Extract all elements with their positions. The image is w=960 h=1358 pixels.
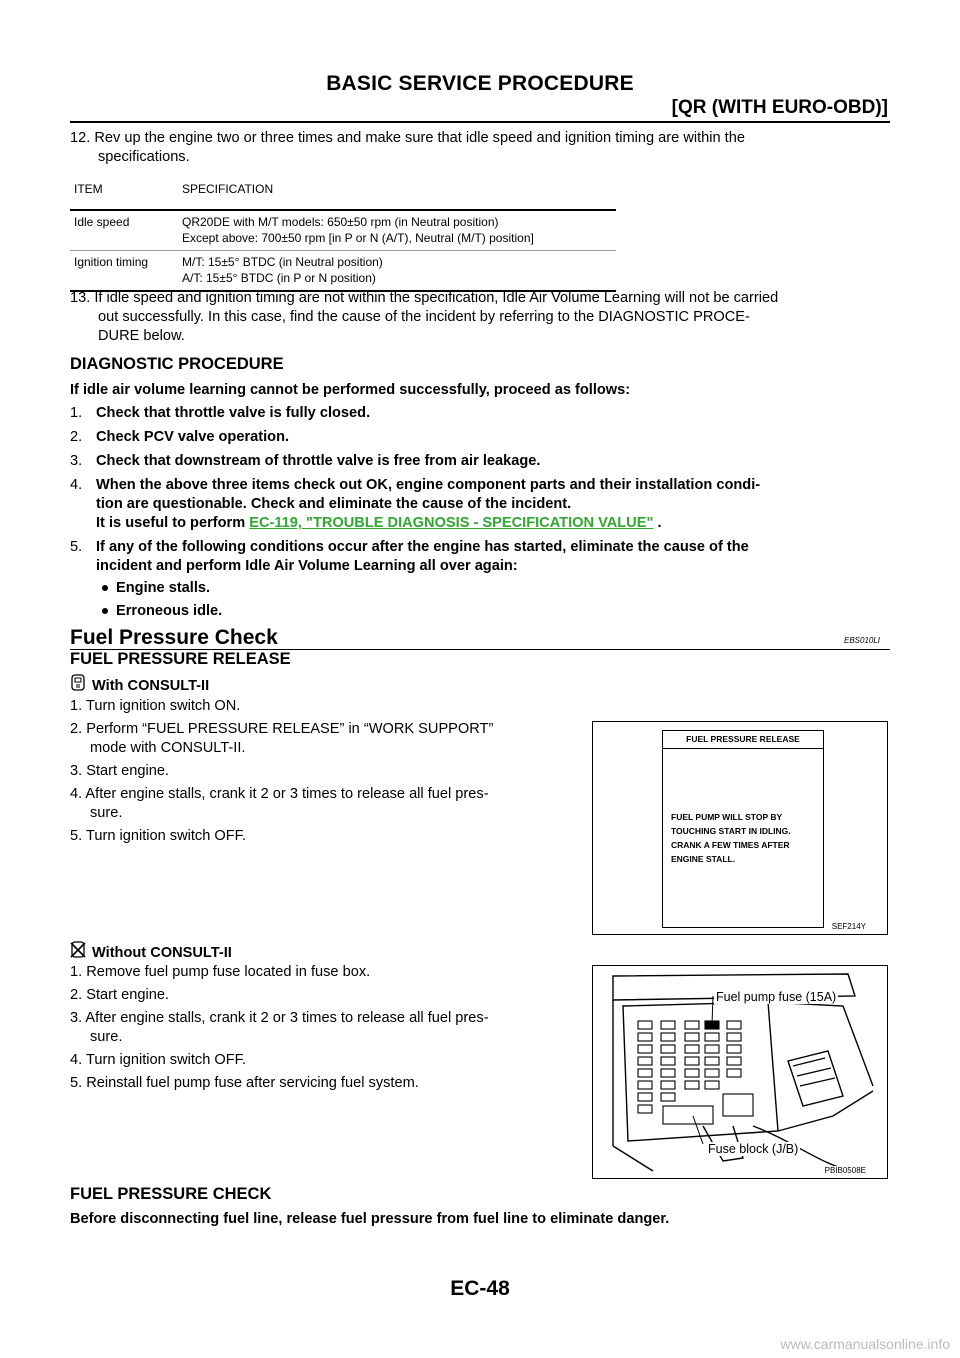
fuse-block-label: Fuse block (J/B) <box>708 1142 799 1156</box>
fuse-block-figure <box>592 965 888 1179</box>
consult-screen <box>662 730 824 928</box>
without-consult-label: Without CONSULT-II <box>70 941 232 965</box>
diagnostic-procedure-heading: DIAGNOSTIC PROCEDURE <box>70 355 284 373</box>
fuel-pressure-check-heading: Fuel Pressure Check <box>70 626 278 649</box>
spec-row-value: Except above: 700±50 rpm [in P or N (A/T), Neutral (M/T) position] <box>182 231 534 245</box>
fuel-pressure-release-heading: FUEL PRESSURE RELEASE <box>70 650 291 668</box>
list-item: 4. Turn ignition switch OFF. <box>70 1052 247 1068</box>
diag-step-3: 3. Check that downstream of throttle valve is free from air leakage. <box>70 453 541 469</box>
step-13-line1: If idle speed and ignition timing are not within the specification, Idle Air Volume Learning will not be carried <box>94 290 779 306</box>
list-item: 2. Perform “FUEL PRESSURE RELEASE” in “WORK SUPPORT” mode with CONSULT-II. <box>70 721 494 756</box>
fuel-pump-fuse-label: Fuel pump fuse (15A) <box>716 990 837 1004</box>
spec-row-value: QR20DE with M/T models: 650±50 rpm (in Neutral position) <box>182 215 499 229</box>
figure-caption: SEF214Y <box>831 922 866 931</box>
list-item: 3. Start engine. <box>70 763 169 779</box>
spec-row-item: Ignition timing <box>70 251 178 292</box>
bullet-dot <box>102 585 108 591</box>
list-item: 3. After engine stalls, crank it 2 or 3 times to release all fuel pres- sure. <box>70 1010 489 1045</box>
spec-value-link[interactable]: EC-119, "TROUBLE DIAGNOSIS - SPECIFICATION VALUE" <box>249 515 654 531</box>
list-item: 5. Turn ignition switch OFF. <box>70 828 247 844</box>
page-header-subtitle: [QR (WITH EURO-OBD)] <box>671 97 888 118</box>
list-item: 4. After engine stalls, crank it 2 or 3 times to release all fuel pres- sure. <box>70 786 489 821</box>
list-item: 1. Remove fuel pump fuse located in fuse box. <box>70 964 371 980</box>
fuel-pressure-warning: Before disconnecting fuel line, release fuel pressure from fuel line to eliminate danger. <box>70 1211 670 1227</box>
header-rule <box>70 121 890 123</box>
diag-step-1: 1. Check that throttle valve is fully closed. <box>70 405 371 421</box>
with-consult-label: With CONSULT-II <box>70 674 209 698</box>
step-13-number: 13. <box>70 290 91 306</box>
diagnostic-intro: If idle air volume learning cannot be performed successfully, proceed as follows: <box>70 382 631 398</box>
watermark: www.carmanualsonline.info <box>780 1336 950 1352</box>
bullet-dot <box>102 608 108 614</box>
consult-screen-message: FUEL PUMP WILL STOP BY TOUCHING START IN IDLING. CRANK A FEW TIMES AFTER ENGINE STALL. <box>671 812 791 864</box>
list-item: 2. Start engine. <box>70 987 169 1003</box>
section-code: EBS010LI <box>844 636 881 645</box>
consult-icon <box>70 674 86 698</box>
figure-caption: PBIB0508E <box>824 1166 866 1175</box>
spec-header-specification: SPECIFICATION <box>178 176 616 210</box>
step-12-line1: Rev up the engine two or three times and make sure that idle speed and ignition timing are within the <box>94 130 745 146</box>
consult-screen-figure <box>592 721 888 935</box>
diag-step-2: 2. Check PCV valve operation. <box>70 429 290 445</box>
spec-row-value: A/T: 15±5° BTDC (in P or N position) <box>182 271 376 285</box>
spec-row-value: M/T: 15±5° BTDC (in Neutral position) <box>182 255 383 269</box>
page-number: EC-48 <box>450 1277 510 1300</box>
bullet-item: Engine stalls. <box>102 579 210 598</box>
diag-step-4: 4. When the above three items check out OK, engine component parts and their installation condi- tion are questionable. Check and eliminate the cause of the incident. It is useful to perform EC-119, "TROUBLE DIAGNOSIS - SPECIFICATION VALUE" . <box>70 477 761 531</box>
step-12 <box>70 129 890 167</box>
spec-table <box>70 176 616 292</box>
without-consult-steps <box>70 963 590 1093</box>
list-item: 1. Turn ignition switch ON. <box>70 698 241 714</box>
step-13-line3: DURE below. <box>98 328 185 344</box>
no-consult-icon <box>70 941 86 965</box>
bullet-item: Erroneous idle. <box>102 602 222 621</box>
diag-step-5: 5. If any of the following conditions occur after the engine has started, eliminate the cause of the incident and perform Idle Air Volume Learning all over again: <box>70 539 749 574</box>
step-12-number: 12. <box>70 130 91 146</box>
consult-screen-title: FUEL PRESSURE RELEASE <box>663 731 823 749</box>
with-consult-steps <box>70 697 590 846</box>
step-12-line2: specifications. <box>98 149 190 165</box>
spec-row-item: Idle speed <box>70 210 178 251</box>
spec-header-item: ITEM <box>70 176 178 210</box>
fuel-pressure-check-subheading: FUEL PRESSURE CHECK <box>70 1185 272 1203</box>
step-13-line2: out successfully. In this case, find the cause of the incident by referring to the DIAGNOSTIC PROCE- <box>98 309 750 325</box>
step-13 <box>70 289 890 346</box>
page-header-title: BASIC SERVICE PROCEDURE <box>326 72 634 95</box>
list-item: 5. Reinstall fuel pump fuse after servicing fuel system. <box>70 1075 419 1091</box>
